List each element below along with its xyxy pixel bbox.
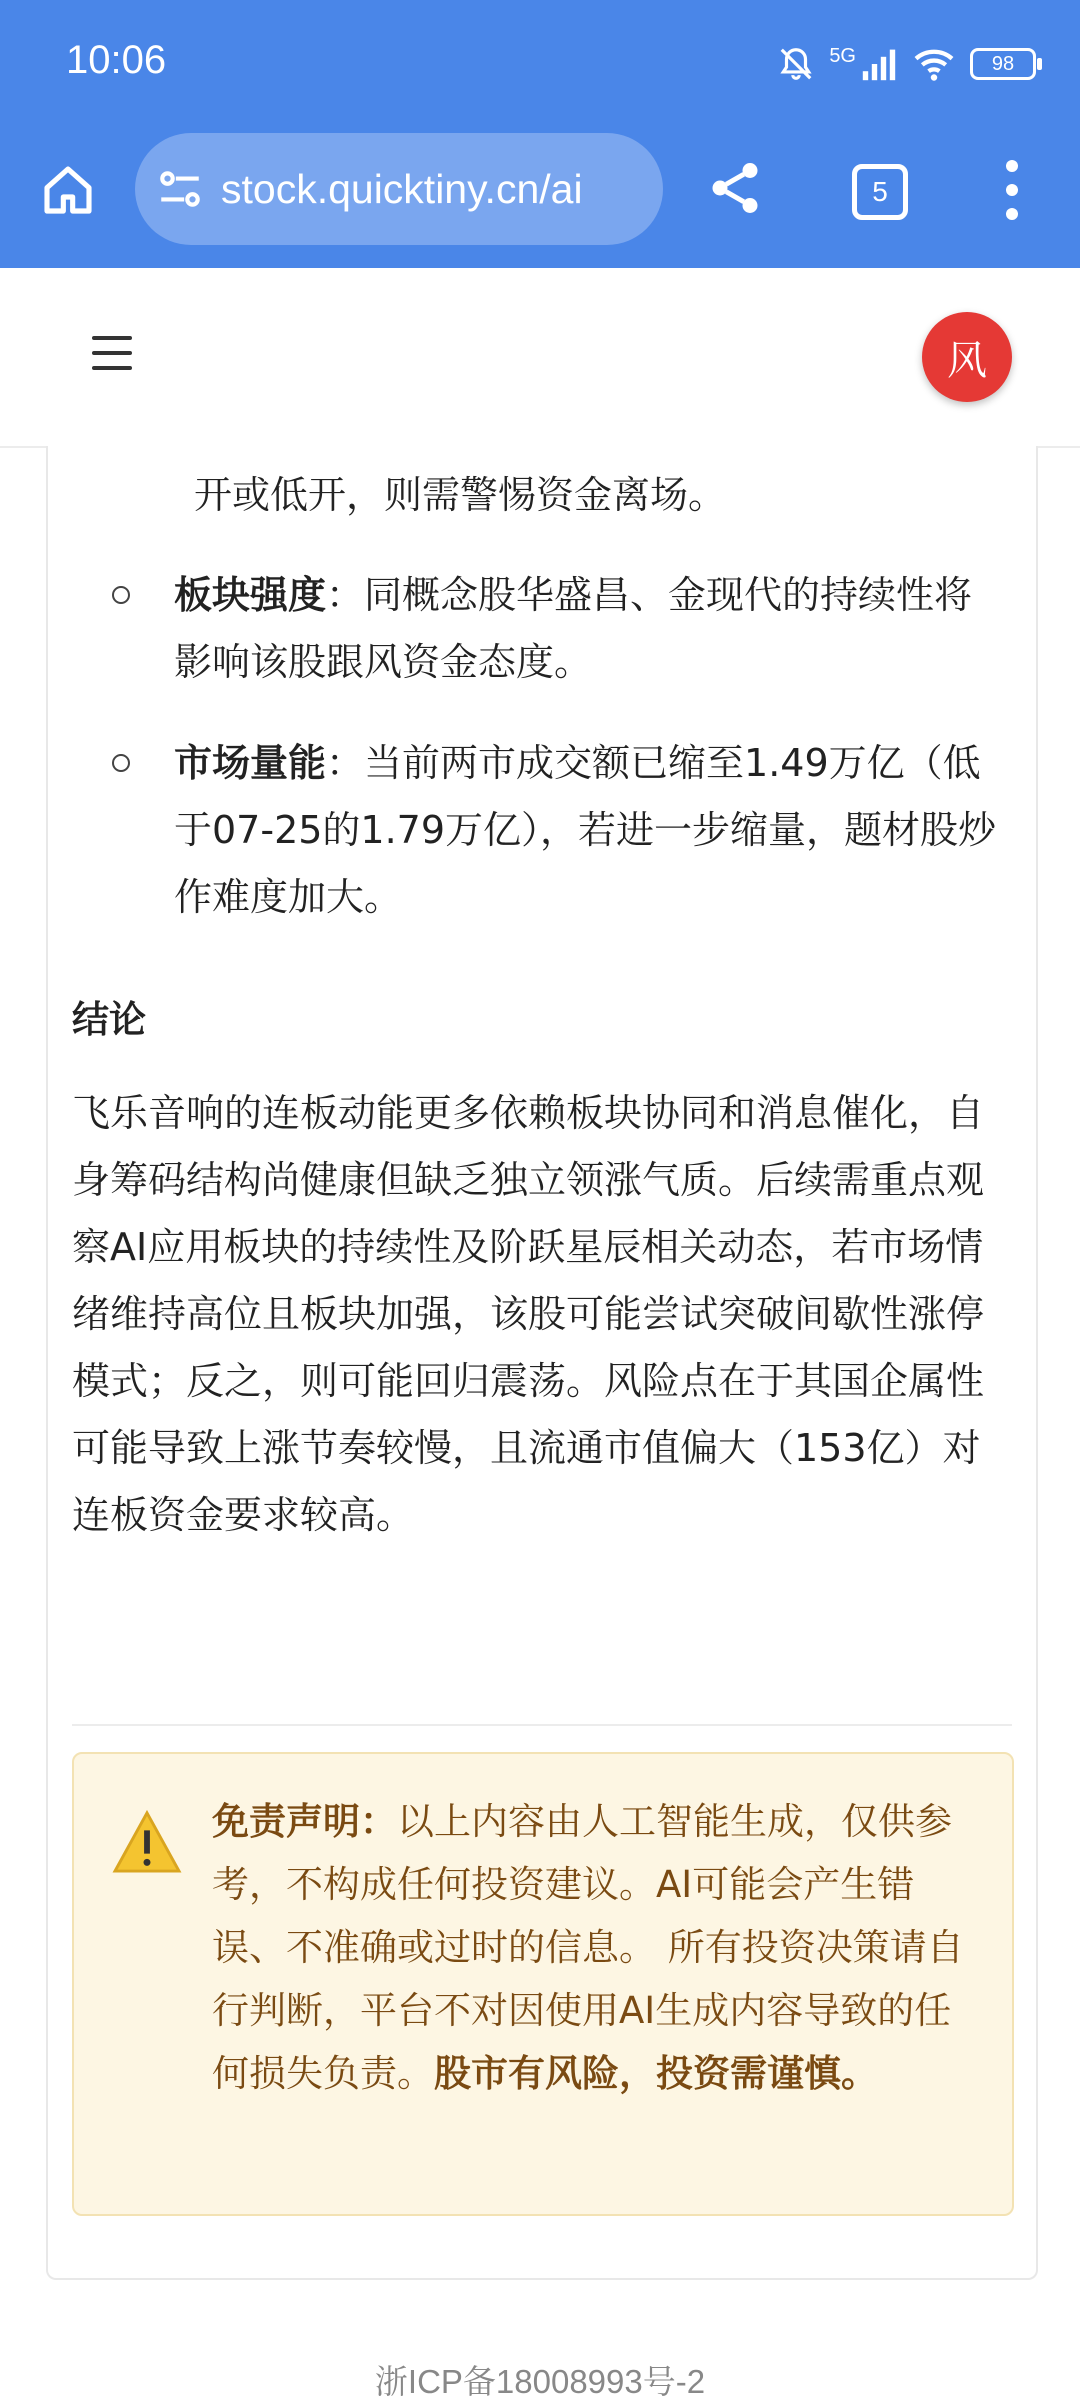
menu-dot bbox=[1006, 160, 1018, 172]
bullet-sector-strength bbox=[148, 562, 998, 696]
hamburger-line bbox=[92, 351, 132, 355]
more-menu-button[interactable] bbox=[990, 160, 1034, 220]
home-icon bbox=[40, 162, 96, 218]
disclaimer-text bbox=[212, 1790, 972, 2105]
share-icon bbox=[705, 158, 765, 218]
bullet-body: ：当前两市成交额已缩至1.49万亿（低于07-25的1.79万亿），若进一步缩量，题材股炒作难度加大。 bbox=[174, 741, 997, 919]
bell-off-icon bbox=[777, 44, 815, 84]
menu-dot bbox=[1006, 184, 1018, 196]
browser-chrome bbox=[0, 0, 1080, 268]
battery-icon: 98 bbox=[970, 48, 1036, 80]
conclusion-heading: 结论 bbox=[72, 998, 146, 1041]
bullet-marker bbox=[112, 754, 130, 772]
browser-toolbar bbox=[0, 130, 1080, 268]
hamburger-menu-icon[interactable] bbox=[92, 336, 132, 370]
disclaimer-body: 以上内容由人工智能生成，仅供参考，不构成任何投资建议。AI可能会产生错误、不准确或过时的信息。 所有投资决策请自行判断，平台不对因使用AI生成内容导致的任何损失负责。 bbox=[212, 1800, 964, 2095]
status-icons bbox=[777, 40, 1036, 88]
tab-switcher-button[interactable]: 5 bbox=[852, 164, 908, 220]
share-button[interactable] bbox=[705, 158, 769, 222]
disclaimer-box bbox=[72, 1752, 1014, 2216]
icp-footer[interactable]: 浙ICP备18008993号-2 bbox=[374, 2363, 706, 2400]
analysis-card bbox=[46, 446, 1038, 2280]
site-settings-icon[interactable] bbox=[155, 164, 205, 214]
address-bar[interactable] bbox=[135, 133, 663, 245]
warning-icon bbox=[112, 1810, 182, 1874]
bullet-title: 市场量能 bbox=[174, 741, 327, 785]
bullet-market-volume bbox=[148, 730, 998, 931]
network-type-label: 5G bbox=[829, 44, 856, 67]
conclusion-paragraph: 飞乐音响的连板动能更多依赖板块协同和消息催化，自身筹码结构尚健康但缺乏独立领涨气质。后续需重点观察AI应用板块的持续性及阶跃星辰相关动态，若市场情绪维持高位且板块加强，该股可能尝试突破间歇性涨停模式；反之，则可能回归震荡。风险点在于其国企属性可能导致上涨节奏较慢，且流通市值偏大（153亿）对连板资金要求较高。 bbox=[72, 1091, 985, 1537]
status-time: 10:06 bbox=[66, 38, 167, 82]
bullet-text bbox=[174, 730, 998, 931]
status-bar bbox=[0, 0, 1080, 130]
hamburger-line bbox=[92, 366, 132, 370]
continued-line: 开或低开，则需警惕资金离场。 bbox=[194, 473, 727, 517]
section-divider bbox=[72, 1724, 1012, 1726]
menu-dot bbox=[1006, 208, 1018, 220]
bullet-marker bbox=[112, 586, 130, 604]
site-header bbox=[0, 268, 1080, 448]
wifi-icon bbox=[912, 46, 956, 82]
bullet-text bbox=[174, 562, 998, 696]
disclaimer-emphasis: 股市有风险，投资需谨慎。 bbox=[434, 2052, 878, 2095]
url-text[interactable]: stock.quicktiny.cn/ai bbox=[221, 165, 583, 212]
signal-icon bbox=[860, 46, 898, 82]
user-avatar[interactable]: 风 bbox=[922, 312, 1012, 402]
bullet-title: 板块强度 bbox=[174, 573, 327, 617]
disclaimer-label: 免责声明： bbox=[212, 1800, 397, 1843]
bullet-body: ：同概念股华盛昌、金现代的持续性将影响该股跟风资金态度。 bbox=[174, 573, 973, 684]
hamburger-line bbox=[92, 336, 132, 340]
home-button[interactable] bbox=[36, 158, 100, 222]
